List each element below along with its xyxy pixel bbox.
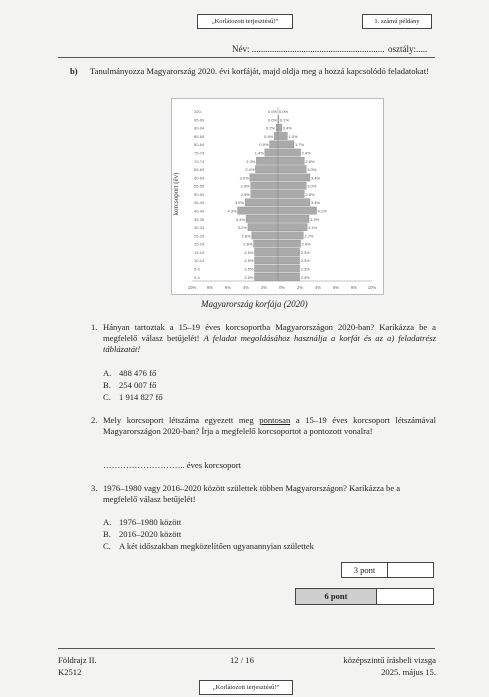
x-tick-label: 4% bbox=[314, 285, 322, 290]
x-tick-label: 8% bbox=[350, 285, 358, 290]
bar-left-0-4 bbox=[255, 273, 279, 280]
x-tick-label: 2% bbox=[260, 285, 268, 290]
tick-label-85-89: 85-89 bbox=[194, 133, 205, 139]
data-label-left-0-4: 2.5% bbox=[244, 274, 254, 280]
data-label-left-60-64: 3.0% bbox=[239, 175, 249, 181]
data-label-right-5-9: 2.3% bbox=[300, 266, 310, 272]
population-pyramid-svg bbox=[172, 99, 383, 294]
data-label-right-55-59: 3.0% bbox=[307, 183, 317, 189]
data-label-right-90-94: 0.4% bbox=[282, 125, 292, 131]
tick-label-75-79: 75-79 bbox=[194, 150, 205, 156]
bar-left-75-79 bbox=[265, 149, 278, 156]
score-label-total: 6 pont bbox=[296, 589, 377, 604]
data-label-right-100-: 0.0% bbox=[279, 109, 289, 115]
tick-label-65-69: 65-69 bbox=[194, 167, 205, 173]
data-label-left-10-14: 2.5% bbox=[244, 258, 254, 264]
tick-label-45-49: 45-49 bbox=[194, 200, 205, 206]
score-box-3 bbox=[341, 562, 434, 578]
bar-left-65-69 bbox=[255, 166, 278, 173]
tick-label-50-54: 50-54 bbox=[194, 191, 205, 197]
question-1-number: 1. bbox=[91, 322, 98, 332]
data-label-right-30-34: 3.1% bbox=[308, 225, 318, 231]
tick-label-15-19: 15-19 bbox=[194, 249, 205, 255]
bar-left-45-49 bbox=[245, 199, 278, 206]
data-label-right-35-39: 3.3% bbox=[310, 216, 320, 222]
bar-right-30-34 bbox=[278, 224, 307, 231]
bar-right-35-39 bbox=[278, 215, 309, 222]
data-label-left-15-19: 2.5% bbox=[244, 249, 254, 255]
tick-label-0-4: 0-4 bbox=[194, 274, 200, 280]
bar-left-25-29 bbox=[252, 232, 278, 239]
x-tick-label: 6% bbox=[332, 285, 340, 290]
bar-left-10-14 bbox=[255, 257, 279, 264]
tick-label-90-94: 90-94 bbox=[194, 125, 205, 131]
data-label-left-80-84: 0.9% bbox=[259, 142, 269, 148]
footer-subject: Földrajz II. bbox=[58, 655, 97, 665]
tick-label-20-24: 20-24 bbox=[194, 241, 205, 247]
question-1-text: Hányan tartoztak a 15–19 éves korcsoportba Magyarországon 2020-ban? Karíkázza be a megfelelő válasz betűjelét! A feladat megoldásához használja a korfát és az a) feladatrész táblázatát! bbox=[103, 322, 436, 354]
data-label-right-70-74: 2.8% bbox=[305, 158, 315, 164]
bar-left-60-64 bbox=[250, 174, 278, 181]
bar-right-95-99 bbox=[278, 116, 279, 123]
tick-label-35-39: 35-39 bbox=[194, 216, 205, 222]
score-box-total bbox=[295, 588, 434, 605]
data-label-right-45-49: 3.4% bbox=[310, 200, 321, 206]
population-pyramid-chart bbox=[171, 98, 384, 295]
bar-right-20-24 bbox=[278, 240, 301, 247]
footer-exam: középszintű írásbeli vizsga bbox=[343, 655, 436, 665]
bar-left-5-9 bbox=[255, 265, 279, 272]
data-label-right-10-14: 2.3% bbox=[300, 258, 310, 264]
x-tick-label: 6% bbox=[224, 285, 232, 290]
data-label-left-50-54: 2.9% bbox=[240, 191, 250, 197]
question-3-option-c[interactable]: C. A két időszakban megközelítően ugyanannyian születtek bbox=[103, 541, 314, 551]
restricted-distribution-label: „Korlátozott terjesztésű!” bbox=[197, 14, 293, 29]
footer-restricted-label: „Korlátozott terjesztésű!” bbox=[199, 680, 293, 695]
tick-label-95-99: 95-99 bbox=[194, 117, 205, 123]
bar-right-45-49 bbox=[278, 199, 310, 206]
data-label-right-15-19: 2.3% bbox=[300, 249, 310, 255]
bar-right-90-94 bbox=[278, 124, 282, 131]
tick-label-55-59: 55-59 bbox=[194, 183, 205, 189]
name-field: Név: ........................................................... bbox=[232, 44, 385, 54]
bar-right-55-59 bbox=[278, 182, 306, 189]
bar-left-40-44 bbox=[238, 207, 278, 214]
footer-code: K2512 bbox=[58, 667, 82, 677]
x-tick-label: 10% bbox=[367, 285, 377, 290]
bar-right-25-29 bbox=[278, 232, 303, 239]
tick-label-40-44: 40-44 bbox=[194, 208, 205, 214]
data-label-right-0-4: 2.3% bbox=[300, 274, 310, 280]
bar-left-55-59 bbox=[251, 182, 278, 189]
bar-left-85-89 bbox=[274, 132, 278, 139]
question-3-option-a[interactable]: A. 1976–1980 között bbox=[103, 517, 182, 527]
data-label-left-90-94: 0.2% bbox=[265, 125, 276, 131]
data-label-left-65-69: 2.4% bbox=[245, 167, 255, 173]
tick-label-100-: 100- bbox=[194, 109, 203, 115]
data-label-right-50-54: 2.8% bbox=[305, 191, 315, 197]
task-instruction: Tanulmányozza Magyarország 2020. évi korfáját, majd oldja meg a hozzá kapcsolódó feladatokat! bbox=[90, 66, 429, 76]
tick-label-30-34: 30-34 bbox=[194, 225, 205, 231]
data-label-right-60-64: 3.4% bbox=[310, 175, 321, 181]
y-axis-title: korcsoport (év) bbox=[172, 172, 180, 216]
bar-right-0-4 bbox=[278, 273, 300, 280]
data-label-left-45-49: 3.5% bbox=[234, 200, 245, 206]
bar-right-10-14 bbox=[278, 257, 300, 264]
question-1-option-b[interactable]: B. 254 007 fő bbox=[103, 380, 157, 390]
data-label-left-70-74: 2.3% bbox=[246, 158, 256, 164]
footer-divider bbox=[58, 648, 435, 649]
bar-right-65-69 bbox=[278, 166, 306, 173]
bar-right-40-44 bbox=[278, 207, 317, 214]
bar-right-80-84 bbox=[278, 141, 294, 148]
bar-left-30-34 bbox=[248, 224, 278, 231]
x-tick-label: 10% bbox=[187, 285, 197, 290]
bar-right-85-89 bbox=[278, 132, 287, 139]
tick-label-60-64: 60-64 bbox=[194, 175, 205, 181]
data-label-left-30-34: 3.2% bbox=[237, 225, 247, 231]
task-letter: b) bbox=[70, 66, 78, 76]
bar-left-80-84 bbox=[270, 141, 278, 148]
data-label-right-85-89: 1.0% bbox=[288, 133, 298, 139]
tick-label-25-29: 25-29 bbox=[194, 233, 205, 239]
bar-right-60-64 bbox=[278, 174, 310, 181]
data-label-left-55-59: 2.9% bbox=[240, 183, 250, 189]
bar-left-15-19 bbox=[255, 248, 279, 255]
bar-right-15-19 bbox=[278, 248, 300, 255]
bar-right-5-9 bbox=[278, 265, 300, 272]
tick-label-70-74: 70-74 bbox=[194, 158, 205, 164]
data-label-right-95-99: 0.1% bbox=[279, 117, 290, 123]
data-label-left-95-99: 0.0% bbox=[267, 117, 277, 123]
tick-label-5-9: 5-9 bbox=[194, 266, 200, 272]
data-label-left-100-: 0.0% bbox=[267, 109, 277, 115]
copy-number-label: 1. számú példány bbox=[362, 14, 432, 29]
question-2-number: 2. bbox=[91, 415, 98, 425]
x-tick-label: 2% bbox=[296, 285, 304, 290]
data-label-left-85-89: 0.4% bbox=[264, 133, 274, 139]
question-3-number: 3. bbox=[91, 483, 98, 493]
chart-caption: Magyarország korfája (2020) bbox=[201, 299, 308, 309]
score-label-3: 3 pont bbox=[342, 563, 388, 577]
question-3-text: 1976–1980 vagy 2016–2020 között születtek többen Magyarországon? Karíkázza be a megfelelő válasz betűjelét! bbox=[103, 483, 401, 504]
question-2-answer-line[interactable]: ……………………….. éves korcsoport bbox=[103, 460, 241, 470]
bar-right-75-79 bbox=[278, 149, 301, 156]
data-label-left-25-29: 2.8% bbox=[241, 233, 251, 239]
bar-right-50-54 bbox=[278, 190, 304, 197]
tick-label-10-14: 10-14 bbox=[194, 258, 205, 264]
tick-label-80-84: 80-84 bbox=[194, 142, 205, 148]
question-2-text: Mely korcsoport létszáma egyezett meg pontosan a 15–19 éves korcsoport létszámával Magyarországon 2020-ban? Írja a megfelelő korcsoportot a pontozott vonalra! bbox=[103, 415, 436, 436]
class-field: osztály:..... bbox=[388, 44, 428, 54]
data-label-left-75-79: 1.4% bbox=[254, 150, 264, 156]
data-label-left-5-9: 2.5% bbox=[244, 266, 254, 272]
data-label-right-75-79: 2.4% bbox=[301, 150, 311, 156]
data-label-right-40-44: 4.1% bbox=[317, 208, 327, 214]
header-divider bbox=[58, 57, 435, 58]
data-label-right-65-69: 3.0% bbox=[307, 167, 317, 173]
bar-left-50-54 bbox=[251, 190, 278, 197]
question-1-option-c[interactable]: C. 1 914 827 fő bbox=[103, 392, 163, 402]
data-label-left-20-24: 2.6% bbox=[243, 241, 253, 247]
bar-left-35-39 bbox=[246, 215, 278, 222]
x-tick-label: 8% bbox=[206, 285, 214, 290]
bar-left-90-94 bbox=[276, 124, 278, 131]
bar-left-20-24 bbox=[254, 240, 278, 247]
data-label-right-80-84: 1.7% bbox=[294, 142, 305, 148]
data-label-right-20-24: 2.4% bbox=[301, 241, 311, 247]
page-number: 12 / 16 bbox=[230, 655, 254, 665]
data-label-right-25-29: 2.7% bbox=[304, 233, 314, 239]
footer-date: 2025. május 15. bbox=[381, 667, 436, 677]
x-tick-label: 0% bbox=[278, 285, 286, 290]
question-1-option-a[interactable]: A. 488 476 fő bbox=[103, 368, 157, 378]
bar-right-70-74 bbox=[278, 157, 304, 164]
question-3-option-b[interactable]: B. 2016–2020 között bbox=[103, 529, 182, 539]
bar-left-70-74 bbox=[256, 157, 278, 164]
x-tick-label: 4% bbox=[242, 285, 250, 290]
data-label-left-40-44: 4.3% bbox=[227, 208, 237, 214]
data-label-left-35-39: 3.4% bbox=[235, 216, 246, 222]
